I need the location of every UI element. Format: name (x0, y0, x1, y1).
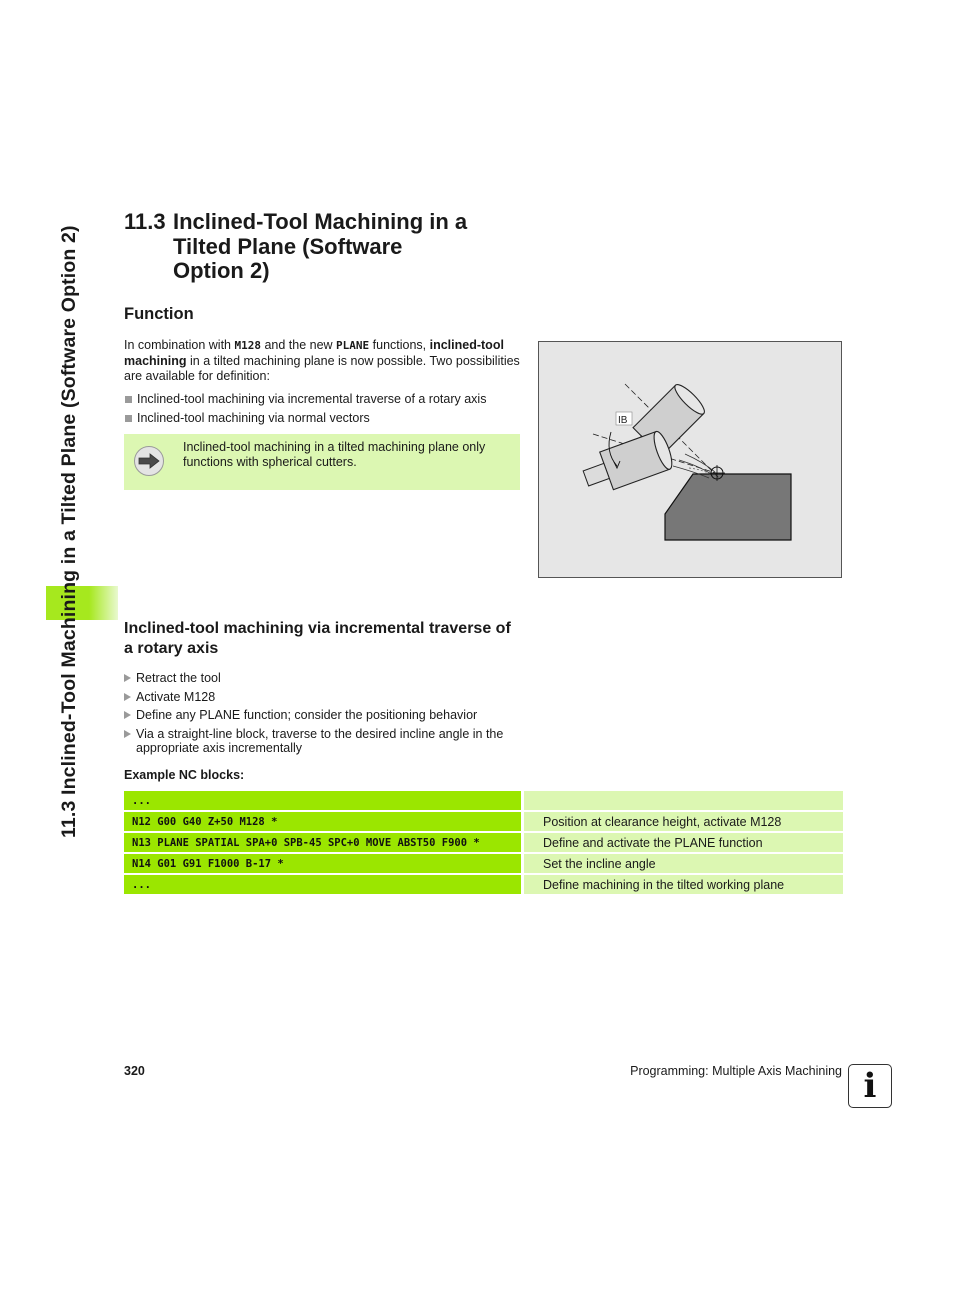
triangle-bullet-icon (124, 711, 131, 719)
table-row (124, 812, 843, 831)
chapter-title-line1: Inclined-Tool Machining in a (173, 209, 468, 234)
workpiece-shape (665, 474, 791, 540)
list-item: Define any PLANE function; consider the positioning behavior (124, 708, 524, 723)
nc-description: Define machining in the tilted working plane (521, 875, 843, 894)
intro-code-m128: M128 (234, 339, 261, 352)
nc-description (521, 791, 843, 810)
function-intro (124, 338, 520, 383)
info-icon: i (848, 1064, 892, 1108)
intro-text-1: In combination with (124, 338, 235, 352)
procedure-steps (124, 671, 524, 760)
inclined-tool-illustration (539, 342, 841, 577)
list-item: Inclined-tool machining via incremental traverse of a rotary axis (124, 390, 486, 409)
intro-bold-term: inclined-tool machining (124, 338, 504, 368)
nc-blocks-table (124, 789, 843, 896)
definition-options-list (124, 390, 486, 428)
list-item: Via a straight-line block, traverse to the desired incline angle in the appropriate axis incrementally (124, 727, 524, 756)
nc-code: N13 PLANE SPATIAL SPA+0 SPB-45 SPC+0 MOVE ABST50 F900 * (124, 833, 521, 852)
list-item: Retract the tool (124, 671, 524, 686)
arrow-right-icon (134, 446, 164, 476)
chapter-title-line2: Tilted Plane (Software (173, 233, 403, 259)
list-item: Activate M128 (124, 690, 524, 705)
inclined-tool-figure (538, 341, 842, 578)
triangle-bullet-icon (124, 693, 131, 701)
angle-label: IB (618, 415, 628, 426)
nc-description: Position at clearance height, activate M128 (521, 812, 843, 831)
triangle-bullet-icon (124, 674, 131, 682)
chapter-title (124, 210, 467, 284)
incremental-traverse-heading: Inclined-tool machining via incremental traverse of a rotary axis (124, 620, 511, 657)
table-row (124, 833, 843, 852)
function-heading: Function (124, 305, 194, 323)
chapter-number: 11.3 (124, 209, 166, 234)
chapter-title-line3: Option 2) (173, 258, 270, 283)
intro-text-2: and the new (260, 338, 337, 352)
note-text: Inclined-tool machining in a tilted machining plane only functions with spherical cutters. (183, 440, 486, 469)
side-running-title: 11.3 Inclined-Tool Machining in a Tilted Plane (Software Option 2) (58, 225, 80, 838)
triangle-bullet-icon (124, 730, 131, 738)
list-item: Inclined-tool machining via normal vectors (124, 409, 486, 428)
note-box (124, 434, 520, 490)
intro-code-plane: PLANE (336, 339, 370, 352)
intro-text-4: in a tilted machining plane is now possible. Two possibilities are available for definition: (124, 353, 520, 383)
nc-code: ... (124, 875, 521, 894)
nc-code: ... (124, 791, 521, 810)
nc-code: N12 G00 G40 Z+50 M128 * (124, 812, 521, 831)
nc-description: Set the incline angle (521, 854, 843, 873)
nc-description: Define and activate the PLANE function (521, 833, 843, 852)
footer-chapter-title: Programming: Multiple Axis Machining (630, 1064, 842, 1078)
table-row (124, 854, 843, 873)
lower-spindle (579, 430, 675, 498)
table-row (124, 791, 843, 810)
side-tab-marker (46, 586, 118, 620)
table-row (124, 875, 843, 894)
page-number: 320 (124, 1064, 145, 1078)
square-bullet-icon (125, 415, 132, 422)
square-bullet-icon (125, 396, 132, 403)
intro-text-3: functions, (369, 338, 430, 352)
example-label: Example NC blocks: (124, 768, 245, 782)
nc-code: N14 G01 G91 F1000 B-17 * (124, 854, 521, 873)
